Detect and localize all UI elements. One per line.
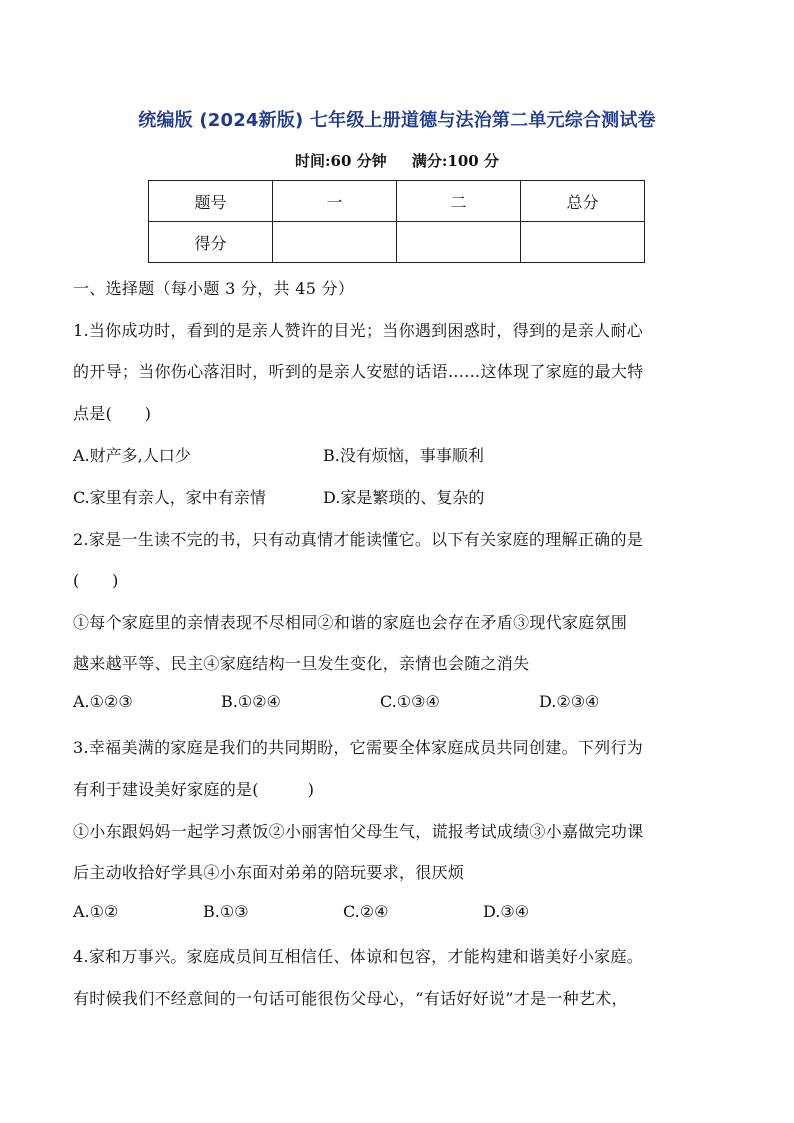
score-cell[interactable]: [521, 222, 645, 263]
exam-title: 统编版 (2024新版) 七年级上册道德与法治第二单元综合测试卷: [138, 110, 656, 131]
score-table: [148, 180, 645, 263]
question-1-text: 的开导；当你伤心落泪时，听到的是亲人安慰的话语……这体现了家庭的最大特: [73, 362, 644, 381]
score-cell[interactable]: [273, 222, 397, 263]
option-c[interactable]: C.①③④: [380, 692, 440, 711]
table-cell: 总分: [521, 181, 645, 222]
option-a[interactable]: A.①②: [73, 902, 119, 921]
time-limit: 时间:60 分钟: [295, 152, 387, 170]
question-3-text: 后主动收拾好学具④小东面对弟弟的陪玩要求，很厌烦: [73, 863, 465, 882]
table-row: [149, 181, 645, 222]
option-a[interactable]: A.财产多,人口少: [73, 446, 191, 465]
question-2-text: 越来越平等、民主④家庭结构一旦发生变化，亲情也会随之消失: [73, 654, 530, 673]
exam-time-info: [0, 150, 794, 171]
question-2-text: 2.家是一生读不完的书，只有动真情才能读懂它。以下有关家庭的理解正确的是: [73, 530, 644, 549]
question-4-text: 有时候我们不经意间的一句话可能很伤父母心，“有话好好说”才是一种艺术，: [73, 989, 628, 1008]
table-cell: 题号: [149, 181, 273, 222]
option-c[interactable]: C.家里有亲人，家中有亲情: [73, 488, 266, 507]
option-d[interactable]: D.家是繁琐的、复杂的: [323, 488, 485, 507]
question-2-text: ( ): [73, 571, 119, 590]
question-4-text: 4.家和万事兴。家庭成员间互相信任、体谅和包容，才能构建和谐美好小家庭。: [73, 947, 644, 966]
table-row: [149, 222, 645, 263]
option-b[interactable]: B.①③: [203, 902, 249, 921]
question-1-text: 点是( ): [73, 404, 152, 423]
full-score: 满分:100 分: [411, 152, 499, 170]
option-b[interactable]: B.①②④: [221, 692, 281, 711]
question-1-text: 1.当你成功时，看到的是亲人赞许的目光；当你遇到困惑时，得到的是亲人耐心: [73, 321, 644, 340]
question-2-text: ①每个家庭里的亲情表现不尽相同②和谐的家庭也会存在矛盾③现代家庭氛围: [73, 613, 628, 632]
score-cell[interactable]: [397, 222, 521, 263]
option-b[interactable]: B.没有烦恼，事事顺利: [323, 446, 484, 465]
table-cell: 得分: [149, 222, 273, 263]
table-cell: 一: [273, 181, 397, 222]
table-cell: 二: [397, 181, 521, 222]
option-c[interactable]: C.②④: [343, 902, 389, 921]
option-d[interactable]: D.②③④: [539, 692, 600, 711]
section-heading: 一、选择题（每小题 3 分，共 45 分）: [73, 279, 355, 298]
option-d[interactable]: D.③④: [483, 902, 530, 921]
question-3-text: ①小东跟妈妈一起学习煮饭②小丽害怕父母生气，谎报考试成绩③小嘉做完功课: [73, 822, 644, 841]
question-3-text: 有利于建设美好家庭的是( ): [73, 780, 315, 799]
question-3-text: 3.幸福美满的家庭是我们的共同期盼，它需要全体家庭成员共同创建。下列行为: [73, 738, 644, 757]
option-a[interactable]: A.①②③: [73, 692, 133, 711]
